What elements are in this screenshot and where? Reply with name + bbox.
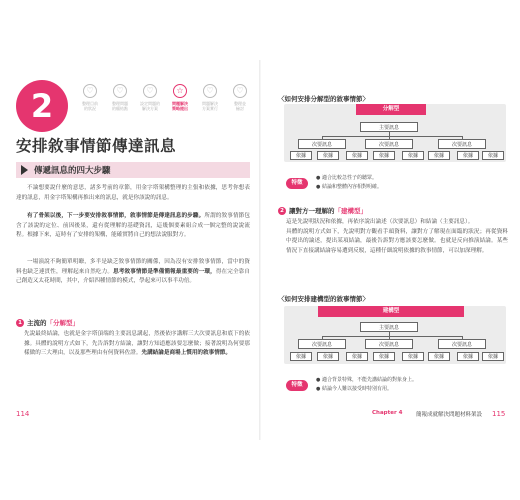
feature-badge: 特徵 [286,380,308,391]
evidence-box: 依據 [482,151,504,160]
sub-message-box: 次要訊息 [298,339,346,349]
heart-icon: ♡ [233,84,247,98]
page-title: 安排敘事情節傳達訊息 [16,137,177,155]
evidence-box: 依據 [428,151,450,160]
heart-icon: ♡ [113,84,127,98]
gutter [259,60,261,440]
right-page-number: 115 [492,410,506,418]
step-6: ♡ 整理並 檢討 [234,86,246,111]
evidence-box: 依據 [346,352,368,361]
example-2-heading: 〈如何安排建構型的敘事情節〉 [278,295,369,303]
evidence-box: 依據 [317,151,339,160]
evidence-box: 依據 [373,151,395,160]
sub-message-box: 次要訊息 [438,139,486,149]
example-1-heading: 〈如何安排分解型的敘事情節〉 [278,95,369,103]
paragraph-2: 有了骨架以後，下一步要安排敘事情節，敘事情節是傳達訊息的步驟。所謂的敘事情節包含了該說的定位、前因後果，還有從理解的基礎資訊，這幾個要素組合成一個完整的說說流程。根據下來，這時有了安排的架構，能確實將自己的想法說服對方。 [16,213,250,238]
section-heading: 傳遞訊息的四大步驟 [16,162,250,178]
feature-note: ● 結論今人難以接受時特別有用。 [316,386,392,392]
main-message-box: 主要訊息 [360,122,418,132]
heart-icon: ♡ [203,84,217,98]
evidence-box: 依據 [290,352,312,361]
paragraph-1: 不論想要說什麼的意思，諸多考前的章節，用金字塔架構整理的主張和依據，思考你想表達的訊息，用金字塔架構再推出來的訊息，就是你該說的訊息。 [16,185,250,201]
paragraph-right: 這是先說明狀況和依據，再依序說出論述（次要訊息）和結論（主要訊息）。 具體的說明方式如下，先說明對方觀看手頭資料，讓對方了解現在面臨的狀況；再從資料中提出的論述，提出某項結論，最後告訴對方應該要怎麼做。也就是反向推演結論。某些情況下直接講結論容易遭到反駁，這種仔細說明依據的敘事情節，可以加深理解。 [286,219,508,254]
feature-note: ● 適合背景特殊，不能先講結論的對象身上。 [316,377,417,383]
paragraph-4: 先說最終結論，也就是金字塔頂端的主要訊息講起，然後依序講解三大次要訊息和底下的依據。具體的說明方式如下，先告訴對方結論，讓對方知道應該要怎麼做；接著說明為何要那樣做的三大理由，以及那些理由有何資料佐證。先講結論是商場上慣用的敘事情節。 [24,331,250,356]
evidence-box: 依據 [373,352,395,361]
step-4-active: ☆ 問題解決 策略提出 [172,86,188,111]
sub-message-box: 次要訊息 [438,339,486,349]
star-icon: ☆ [173,84,187,98]
type-label-construction: 建構型 [318,306,464,317]
process-steps [76,84,256,134]
evidence-box: 依據 [482,352,504,361]
heart-icon: ♡ [143,84,157,98]
evidence-box: 依據 [457,151,479,160]
sub-message-box: 次要訊息 [298,139,346,149]
evidence-box: 依據 [290,151,312,160]
feature-note: ● 結論和整體內容相對明確。 [316,184,382,190]
evidence-box: 依據 [402,352,424,361]
main-message-box: 主要訊息 [360,322,418,332]
chapter-number-badge: 2 [16,80,68,132]
step-5: ♡ 問題解決 方案實行 [202,86,218,111]
step-3: ♡ 設定問題的 解決方案 [140,86,160,111]
chapter-tag: Chapter 4 [372,410,403,416]
sub-message-box: 次要訊息 [365,339,413,349]
evidence-box: 依據 [402,151,424,160]
heart-icon: ♡ [83,84,97,98]
type-label-decomposition: 分解型 [356,104,426,115]
step-2: ♡ 整理問題 的癥結點 [112,86,128,111]
chapter-title: 簡報成就解決問題材料架設 [416,412,483,418]
triangle-icon [21,165,28,175]
subsection-1-heading: 1 主流的「分解型」 [16,318,79,327]
feature-note: ● 適合比較急性子的聽眾。 [316,175,377,181]
sub-message-box: 次要訊息 [365,139,413,149]
evidence-box: 依據 [346,151,368,160]
subsection-2-heading: 2 讓對方一理解的「建構型」 [278,206,367,215]
evidence-box: 依據 [317,352,339,361]
left-page-number: 114 [16,410,30,418]
evidence-box: 依據 [457,352,479,361]
evidence-box: 依據 [428,352,450,361]
paragraph-3: 一場演說不夠簡單明瞭，多半是缺乏敘事情節的關係，因為沒有安排敘事情節，當中的資料也缺乏連貫性，理解起來自然吃力。思考敘事情節是準備簡報最重要的一環，得在完全靠自己創造又太花時間，其中，介紹四種情節的模式，學起來可以事半功倍。 [16,259,250,284]
feature-badge: 特徵 [286,178,308,189]
step-1: ♡ 整理目前 的狀況 [82,86,98,111]
